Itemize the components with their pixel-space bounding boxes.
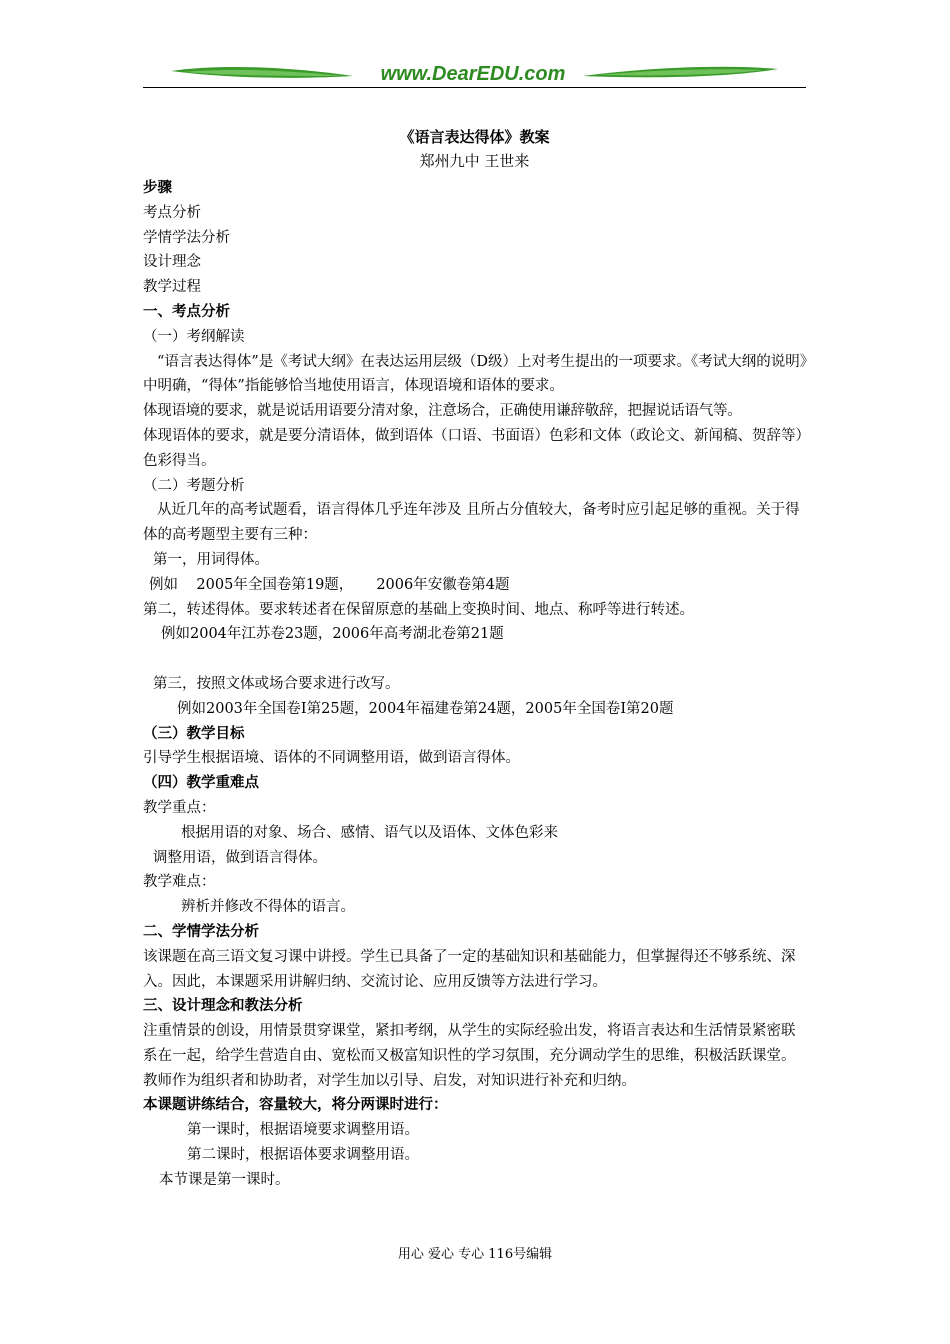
question-example: 例如 2005年全国卷第19题， 2006年安徽卷第4题 [149, 576, 510, 593]
plan-item: 第二课时，根据语体要求调整用语。 [187, 1147, 419, 1164]
question-example: 例如2003年全国卷I第25题，2004年福建卷第24题，2005年全国卷I第20题 [177, 700, 674, 717]
paragraph: 调整用语，做到语言得体。 [153, 849, 327, 866]
question-type: 第一，用词得体。 [153, 551, 269, 568]
dearedu-logo [143, 60, 806, 87]
label: 教学难点： [143, 874, 216, 891]
label: 教学重点： [143, 799, 216, 816]
subsection-heading: （三）教学目标 [143, 724, 245, 742]
page-footer: 用心 爱心 专心 116号编辑 [397, 1247, 553, 1262]
paragraph: 体现语体的要求，就是要分清语体，做到语体（口语、书面语）色彩和文体（政论文、新闻稿、贺辞等）色彩得当。 [143, 427, 803, 469]
subsection-heading: （四）教学重难点 [143, 774, 259, 792]
steps-item: 学情学法分析 [143, 229, 230, 246]
blank-line [143, 647, 809, 672]
paragraph: 教师作为组织者和协助者，对学生加以引导、启发，对知识进行补充和归纳。 [143, 1072, 636, 1089]
paragraph: 从近几年的高考试题看，语言得体几乎连年涉及 且所占分值较大，备考时应引起足够的重视。关于得体的高考题型主要有三种： [143, 502, 800, 544]
logo-text: www.DearEDU.com [380, 63, 566, 85]
paragraph: 引导学生根据语境、语体的不同调整用语，做到语言得体。 [143, 750, 520, 767]
plan-heading: 本课题讲练结合，容量较大，将分两课时进行： [143, 1096, 448, 1114]
paragraph: 该课题在高三语文复习课中讲授。学生已具备了一定的基础知识和基础能力，但掌握得还不够系统、深入。因此，本课题采用讲解归纳、交流讨论、应用反馈等方法进行学习。 [143, 948, 796, 990]
steps-item: 考点分析 [143, 204, 201, 221]
steps-item: 教学过程 [143, 279, 201, 296]
section-heading: 三、设计理念和教法分析 [143, 997, 303, 1015]
subsection-heading: （一）考纲解读 [143, 328, 245, 345]
paragraph: 辨析并修改不得体的语言。 [181, 899, 355, 916]
paragraph: 根据用语的对象、场合、感情、语气以及语体、文体色彩来 [181, 824, 558, 841]
document-title: 《语言表达得体》教案 [399, 128, 550, 146]
document-author: 郑州九中 王世来 [419, 152, 530, 170]
steps-item: 设计理念 [143, 254, 201, 271]
question-example: 例如2004年江苏卷23题，2006年高考湖北卷第21题 [161, 626, 504, 643]
question-type: 第二，转述得体。要求转述者在保留原意的基础上变换时间、地点、称呼等进行转述。 [143, 601, 694, 618]
section-heading: 二、学情学法分析 [143, 922, 259, 940]
steps-heading: 步骤 [143, 179, 172, 196]
document-body [143, 176, 809, 1193]
plan-item: 第一课时，根据语境要求调整用语。 [187, 1122, 419, 1139]
subsection-heading: （二）考题分析 [143, 477, 245, 494]
paragraph: 体现语境的要求，就是说话用语要分清对象，注意场合，正确使用谦辞敬辞，把握说话语气等。 [143, 403, 742, 420]
page-header [143, 60, 806, 90]
section-heading: 一、考点分析 [143, 302, 230, 320]
paragraph: “语言表达得体”是《考试大纲》在表达运用层级（D级）上对考生提出的一项要求。《考试大纲的说明》中明确，“得体”指能够恰当地使用语言，体现语境和语体的要求。 [143, 353, 807, 395]
paragraph: 注重情景的创设，用情景贯穿课堂，紧扣考纲，从学生的实际经验出发，将语言表达和生活情景紧密联系在一起，给学生营造自由、宽松而又极富知识性的学习氛围，充分调动学生的思维，积极活跃课堂。 [143, 1023, 796, 1064]
plan-item: 本节课是第一课时。 [159, 1171, 290, 1188]
question-type: 第三，按照文体或场合要求进行改写。 [153, 675, 400, 692]
header-rule [143, 87, 806, 88]
